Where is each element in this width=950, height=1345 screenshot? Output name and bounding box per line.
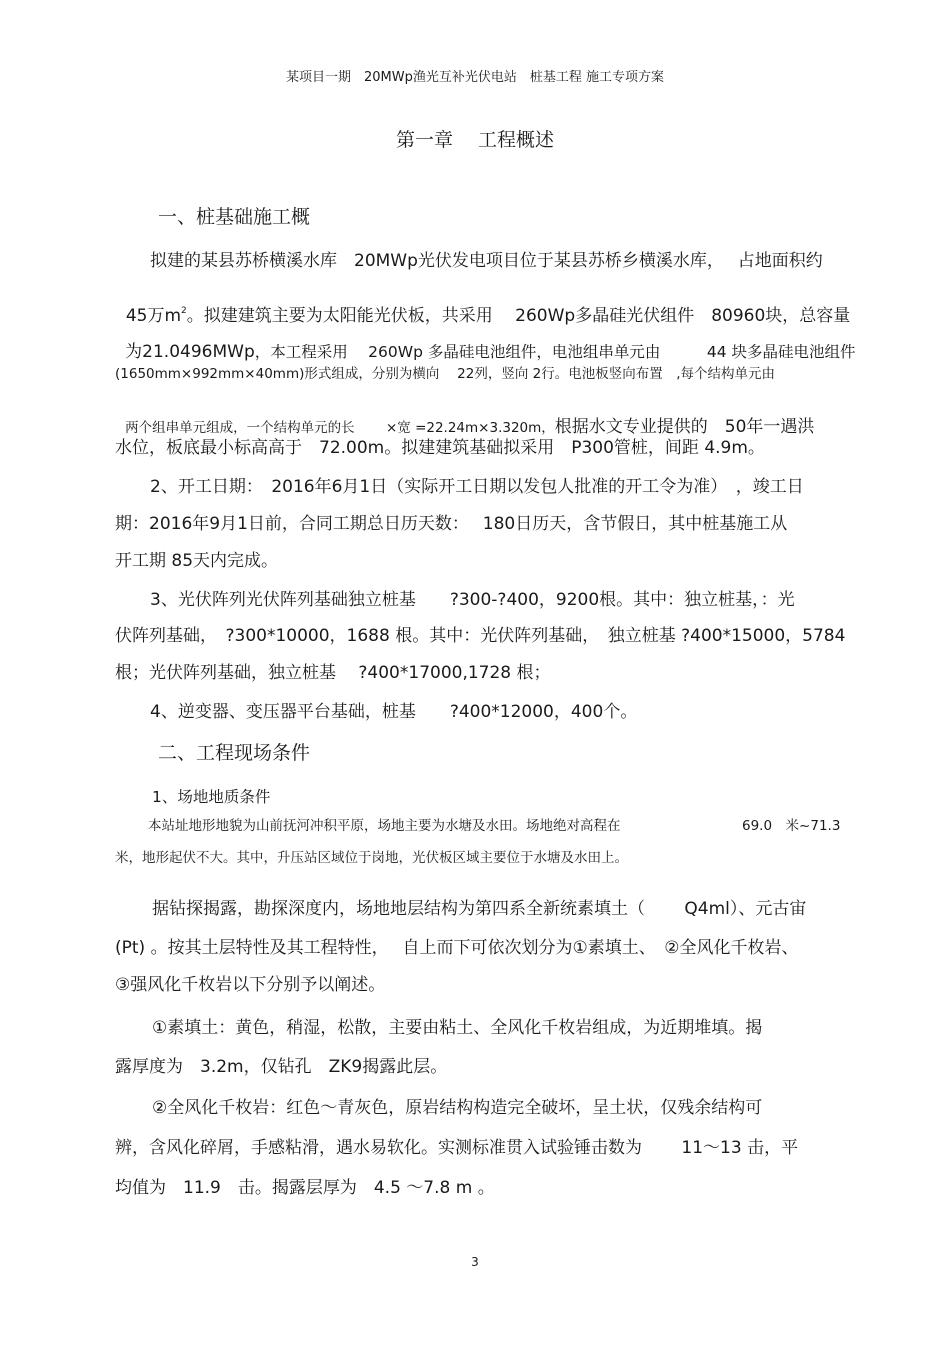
phyllite-line-1: ②全风化千枚岩：红色～青灰色，原岩结构构造完全破坏，呈土状，仅残余结构可 — [152, 1098, 763, 1118]
s1-item2-line-1: 2、开工日期： 2016年6月1日（实际开工日期以发包人批准的开工令为准） ，竣工日 — [150, 477, 804, 497]
s1-item3-line-2: 伏阵列基础， ?300*10000，1688 根。其中：光伏阵列基础， 独立桩基 ?400*15000，5784 — [115, 626, 846, 646]
phyllite-line-2: 辨，含风化碎屑，手感粘滑，遇水易软化。实测标准贯入试验锤击数为 11～13 击，平 — [115, 1138, 799, 1158]
s1-item3-line-3: 根；光伏阵列基础，独立桩基 ?400*17000,1728 根； — [115, 663, 551, 683]
fill-soil-line-2: 露厚度为 3.2m，仅钻孔 ZK9揭露此层。 — [115, 1057, 448, 1077]
s2-small-line-2: 米，地形起伏不大。其中，升压站区域位于岗地，光伏板区域主要位于水塘及水田上。 — [115, 850, 628, 866]
s1-item2-line-2: 期：2016年9月1日前，合同工期总日历天数： 180日历天，含节假日，其中桩基施工从 — [115, 514, 788, 534]
s1-line-4: (1650mm×992mm×40mm)形式组成，分别为横向 22列，竖向 2行。电池板竖向布置 ,每个结构单元由 — [115, 366, 776, 382]
fill-soil-line-1: ①素填土：黄色，稍湿，松散，主要由粘土、全风化千枚岩组成，为近期堆填。揭 — [152, 1018, 763, 1038]
s2-para-line-2: (Pt) 。按其土层特性及其工程特性， 自上而下可依次划分为①素填土、 ②全风化千枚岩、 — [115, 938, 799, 958]
s1-item4: 4、逆变器、变压器平台基础，桩基 ?400*12000，400个。 — [150, 702, 638, 722]
capacity-value: 为21.0496MWp — [125, 342, 255, 362]
phyllite-line-3: 均值为 11.9 击。揭露层厚为 4.5 ～7.8 m 。 — [115, 1178, 495, 1198]
s2-para-line-1: 据钻探揭露，勘探深度内，场地地层结构为第四系全新统素填土（ Q4ml）、元古宙 — [152, 899, 807, 919]
s2-small-line-1: 本站址地形地貌为山前抚河冲积平原，场地主要为水塘及水田。场地绝对高程在 — [148, 818, 621, 834]
s1-line-5 — [115, 403, 814, 436]
s1-line-5-a: 两个组串单元组成，一个结构单元的长 ×宽 =22.24m×3.320m， — [125, 420, 555, 436]
s1-item3-line-1: 3、光伏阵列光伏阵列基础独立桩基 ?300-?400，9200根。其中：独立桩基，：光 — [150, 590, 795, 610]
s1-line-3-rest: ，本工程采用 260Wp 多晶硅电池组件，电池组串单元由 44 块多晶硅电池组件 — [254, 343, 856, 361]
area-value: 45万m — [125, 306, 182, 326]
page-number: 3 — [471, 1255, 479, 1269]
section-1-title: 一、桩基础施工概 — [158, 206, 311, 228]
s2-small-line-1-value: 69.0 米~71.3 — [742, 818, 841, 834]
area-superscript: 2 — [181, 306, 187, 316]
s1-line-2-rest: 。拟建建筑主要为太阳能光伏板，共采用 260Wp多晶硅光伏组件 80960块，总容量 — [186, 306, 851, 326]
s1-line-6: 水位，板底最小标高高于 72.00m。拟建建筑基础拟采用 P300管桩，间距 4.9m。 — [115, 438, 765, 458]
s1-line-2 — [115, 291, 850, 325]
s1-line-1: 拟建的某县苏桥横溪水库 20MWp光伏发电项目位于某县苏桥乡横溪水库， 占地面积约 — [150, 251, 823, 271]
section-2-subtitle: 1、场地地质条件 — [152, 788, 271, 806]
s1-line-3 — [115, 328, 856, 361]
s1-line-5-b: 根据水文专业提供的 50年一遇洪 — [554, 417, 815, 437]
chapter-title: 第一章 工程概述 — [395, 129, 555, 151]
s1-item2-line-3: 开工期 85天内完成。 — [115, 551, 279, 571]
section-2-title: 二、工程现场条件 — [158, 742, 311, 764]
s2-para-line-3: ③强风化千枚岩以下分别予以阐述。 — [115, 975, 386, 995]
page-header: 某项目一期 20MWp渔光互补光伏电站 桩基工程 施工专项方案 — [286, 70, 664, 85]
